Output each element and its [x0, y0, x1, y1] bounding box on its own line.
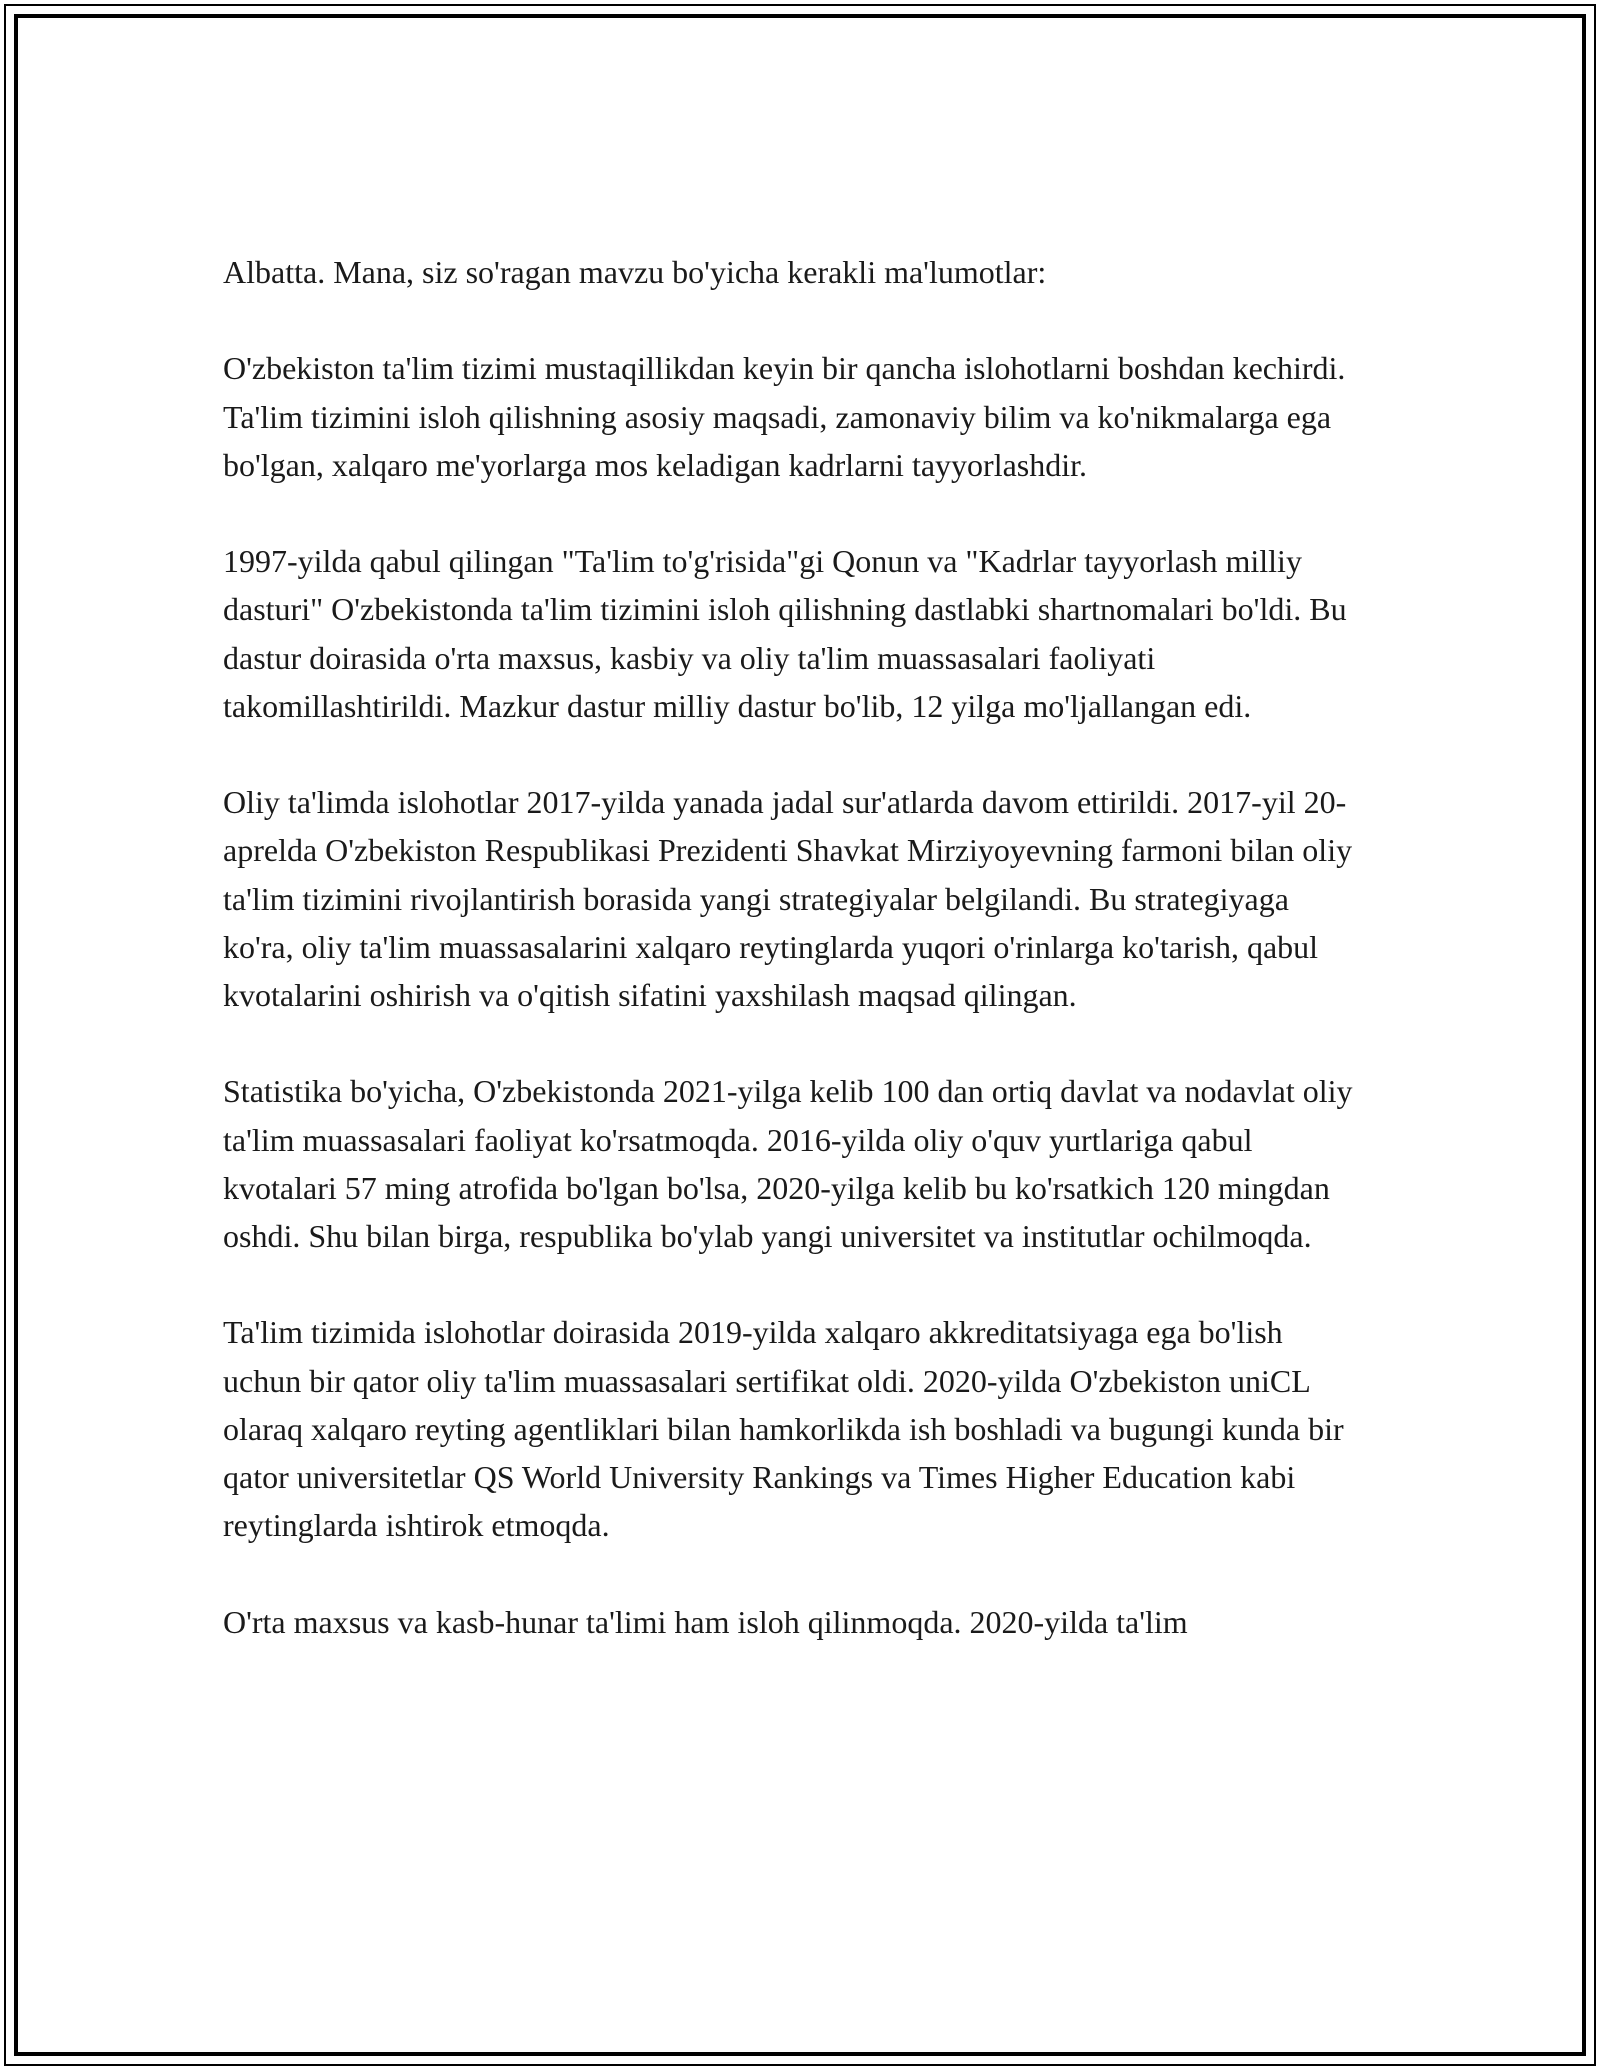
document-body [223, 248, 1363, 1646]
paragraph-intro: Albatta. Mana, siz so'ragan mavzu bo'yicha kerakli ma'lumotlar: [223, 254, 1047, 290]
paragraph-1997-law: 1997-yilda qabul qilingan "Ta'lim to'g'risida"gi Qonun va "Kadrlar tayyorlash milliy dasturi" O'zbekistonda ta'lim tizimini isloh qilishning dastlabki shartnomalari bo'ldi. Bu dastur doirasida o'rta maxsus, kasbiy va oliy ta'lim muassasalari faoliyati takomillashtirildi. Mazkur dastur milliy dastur bo'lib, 12 yilga mo'ljallangan edi. [223, 543, 1347, 724]
paragraph-statistics: Statistika bo'yicha, O'zbekistonda 2021-yilga kelib 100 dan ortiq davlat va nodavlat oliy ta'lim muassasalari faoliyat ko'rsatmoqda. 2016-yilda oliy o'quv yurtlariga qabul kvotalari 57 ming atrofida bo'lgan bo'lsa, 2020-yilga kelib bu ko'rsatkich 120 mingdan oshdi. Shu bilan birga, respublika bo'ylab yangi universitet va institutlar ochilmoqda. [223, 1073, 1353, 1254]
paragraph-vocational: O'rta maxsus va kasb-hunar ta'limi ham isloh qilinmoqda. 2020-yilda ta'lim [223, 1603, 1188, 1640]
paragraph-accreditation: Ta'lim tizimida islohotlar doirasida 2019-yilda xalqaro akkreditatsiyaga ega bo'lish uchun bir qator oliy ta'lim muassasalari sertifikat oldi. 2020-yilda O'zbekiston uniCL olaraq xalqaro reyting agentliklari bilan hamkorlikda ish boshladi va bugungi kunda bir qator universitetlar QS World University Rankings va Times Higher Education kabi reytinglarda ishtirok etmoqda. [223, 1314, 1344, 1544]
paragraph-education-reforms: O'zbekiston ta'lim tizimi mustaqillikdan keyin bir qancha islohotlarni boshdan kechirdi. Ta'lim tizimini isloh qilishning asosiy maqsadi, zamonaviy bilim va ko'nikmalarga ega bo'lgan, xalqaro me'yorlarga mos keladigan kadrlarni tayyorlashdir. [223, 350, 1346, 483]
paragraph-2017-reforms: Oliy ta'limda islohotlar 2017-yilda yanada jadal sur'atlarda davom ettirildi. 2017-yil 20-aprelda O'zbekiston Respublikasi Prezidenti Shavkat Mirziyoyevning farmoni bilan oliy ta'lim tizimini rivojlantirish borasida yangi strategiyalar belgilandi. Bu strategiyaga ko'ra, oliy ta'lim muassasalarini xalqaro reytinglarda yuqori o'rinlarga ko'tarish, qabul kvotalarini oshirish va o'qitish sifatini yaxshilash maqsad qilingan. [223, 784, 1353, 1013]
